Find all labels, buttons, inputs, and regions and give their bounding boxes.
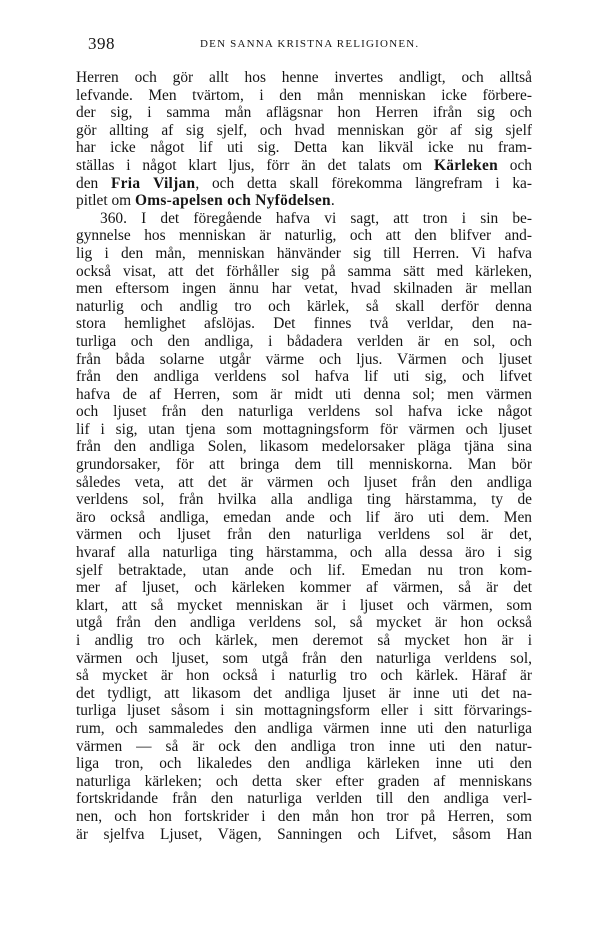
text-segment: och [497,156,532,174]
text-line: hvaraf alla naturliga ting härstamma, och alla dessa äro i sig [76,544,532,562]
text-line: äro också andliga, emedan ande och lif äro uti dem. Men [76,508,532,526]
text-line: mer af ljuset, och kärleken kommer af värmen, så är det [76,579,532,597]
text-segment: den [76,174,111,192]
text-line: verldens sol, från hvilka alla andliga ting härstamma, ty de [76,491,532,509]
text-line: i andlig tro och kärlek, men deremot så mycket hon är i [76,632,532,649]
text-line: från den andliga verldens sol hafva lif uti sig, och lifvet [76,368,532,386]
text-line: värmen — så är ock den andliga tron inne uti den natur- [76,737,532,755]
text-line: lif i sig, utan tjena som mottagningsform för värmen och ljuset [76,420,532,438]
text-line: från den andliga Solen, likasom medelorsaker pläga tjäna sina [76,438,532,456]
body-text [76,69,532,843]
text-line: värmen och ljuset från den naturliga verldens sol är det, [76,526,532,544]
text-line: grundorsaker, för att bringa dem till menniskorna. Man bör [76,456,532,474]
text-line: men eftersom ingen ännu har vetat, hvad skilnaden är mellan [76,280,532,298]
text-line: naturliga kärleken; och detta sker efter graden af menniskans [76,772,532,790]
text-line: har icke något lif uti sig. Detta kan likväl icke nu fram- [76,139,532,157]
running-title: DEN SANNA KRISTNA RELIGIONEN. [200,38,420,50]
text-segment: . [330,192,335,210]
text-line: lefvande. Men tvärtom, i den mån menniskan icke förbere- [76,86,532,104]
text-line: och ljuset från den naturliga verldens sol hafva icke något [76,403,532,421]
text-segment: pitlet om [76,192,135,210]
text-line: sjelf betraktade, utan ande och lif. Emedan nu tron kom- [76,561,532,579]
emphasized-term: Kärleken [433,156,498,174]
text-line: der sig, i samma mån aflägsnar hon Herren ifrån sig och [76,104,532,122]
text-line: turliga ljuset såsom i sin mottagningsform eller i sitt förvarings- [76,702,532,720]
text-line: gynnelse hos menniskan är naturlig, och att den blifver and- [76,227,532,245]
text-line: således veta, att det är värmen och ljuset från den andliga [76,473,532,491]
text-line [76,157,532,175]
text-line: det tydligt, att likasom det andliga ljuset är inne uti det na- [76,684,532,702]
text-line: från båda solarne utgår värme och ljus. Värmen och ljuset [76,350,532,368]
text-segment: ställas i något klart ljus, förr än det talats om [76,156,434,174]
text-line: turliga och den andliga, i bådadera verlden är en sol, och [76,332,532,350]
text-line [76,192,532,210]
text-line: fortskridande från den naturliga verlden till den andliga verl- [76,790,532,808]
emphasized-term: Fria Viljan [110,174,196,192]
text-line: klart, att så mycket menniskan är i ljuset och värmen, som [76,596,532,614]
text-line: Herren och gör allt hos henne invertes andligt, och alltså [76,69,532,86]
running-head [88,34,538,56]
text-segment: , och detta skall förekomma längrefram i ka- [195,174,532,192]
text-line: lig i den mån, menniskan hänvänder sig till Herren. Vi hafva [76,244,532,262]
text-line: gör allting af sig sjelf, och hvad menniskan gör af sig sjelf [76,121,532,139]
text-line: liga tron, och likaledes den andliga kärleken inne uti den [76,755,532,773]
text-line: är sjelfva Ljuset, Vägen, Sanningen och Lifvet, såsom Han [76,825,532,843]
text-line: värmen och ljuset, som utgå från den naturliga verldens sol, [76,649,532,667]
page-number: 398 [88,34,115,53]
text-line: också visat, att det förhåller sig på samma sätt med kärleken, [76,262,532,280]
text-line: så mycket är hon också i naturlig tro och kärlek. Häraf är [76,667,532,685]
text-line: 360. I det föregående hafva vi sagt, att tron i sin be- [100,209,532,227]
text-line: hafva de af Herren, som är midt uti denna sol; men värmen [76,385,532,403]
text-line: utgå från den andliga verldens sol, så mycket är hon också [76,614,532,632]
text-line: stora hemlighet afslöjas. Det finnes två verldar, den na- [76,315,532,333]
text-line: rum, och sammaledes den andliga värmen inne uti den naturliga [76,719,532,737]
emphasized-term: Oms-apelsen och Nyfödelsen [135,192,331,210]
text-line: naturlig och andlig tro och kärlek, så skall derför denna [76,297,532,315]
text-line [76,175,532,193]
text-line: nen, och hon fortskrider i den mån hon tror på Herren, som [76,807,532,825]
